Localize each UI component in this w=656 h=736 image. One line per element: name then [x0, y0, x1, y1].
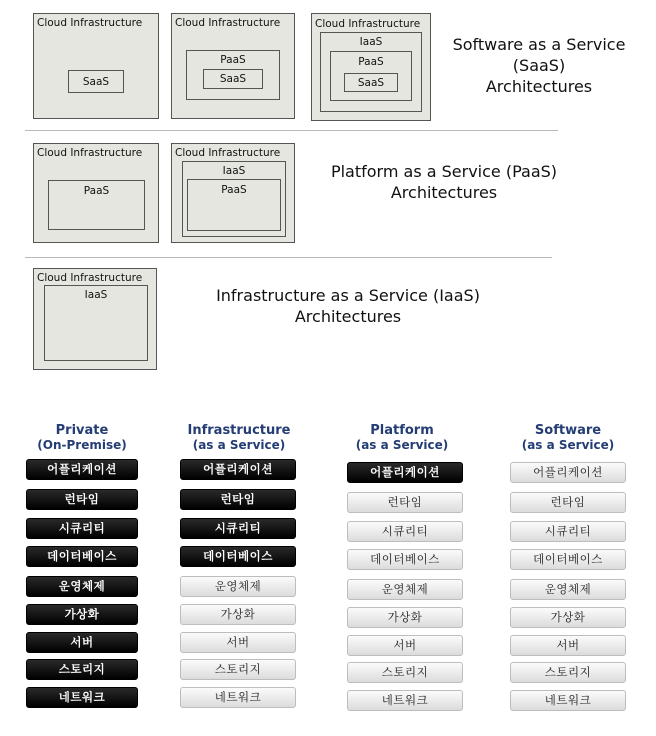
stack-layer-cell: 가상화	[510, 607, 626, 628]
paas-architectures-title	[312, 161, 576, 203]
stack-layer-cell: 데이터베이스	[26, 546, 138, 567]
iaas-diagram-1	[33, 268, 157, 370]
column-title: Infrastructure	[187, 423, 291, 438]
column-subtitle: (as a Service)	[355, 438, 449, 452]
column-title: Private	[55, 423, 109, 438]
cloud-infrastructure-label: Cloud Infrastructure	[37, 272, 143, 284]
column-subtitle: (as a Service)	[192, 438, 286, 452]
stack-layer-cell: 런타임	[180, 489, 296, 510]
stack-layer-cell: 서버	[180, 632, 296, 653]
column-heading-infrastructure	[174, 424, 304, 452]
stack-layer-cell: 가상화	[180, 604, 296, 625]
cloud-infrastructure-label: Cloud Infrastructure	[315, 18, 421, 30]
stack-layer-cell: 스토리지	[510, 662, 626, 683]
stack-layer-cell: 가상화	[26, 604, 138, 625]
iaas-architectures-title	[183, 285, 513, 327]
column-title: Platform	[370, 423, 434, 438]
column-heading-private	[22, 424, 142, 452]
column-subtitle: (On-Premise)	[37, 438, 127, 452]
saas-box	[68, 70, 124, 93]
title-line: Architectures	[294, 307, 402, 326]
stack-layer-cell: 데이터베이스	[510, 549, 626, 570]
stack-layer-cell: 운영체제	[26, 576, 138, 597]
stack-layer-cell: 서버	[347, 635, 463, 656]
stack-layer-cell: 가상화	[347, 607, 463, 628]
paas-box	[48, 180, 145, 230]
stack-layer-cell: 네트워크	[180, 687, 296, 708]
cloud-infrastructure-label: Cloud Infrastructure	[37, 17, 143, 29]
iaas-box	[182, 161, 286, 237]
cloud-infrastructure-label: Cloud Infrastructure	[37, 147, 143, 159]
paas-box	[186, 50, 280, 100]
stack-layer-cell: 시큐리티	[510, 521, 626, 542]
stack-layer-cell: 스토리지	[180, 659, 296, 680]
divider	[25, 130, 558, 131]
stack-layer-cell: 시큐리티	[347, 521, 463, 542]
stack-layer-cell: 서버	[26, 632, 138, 653]
saas-diagram-3	[311, 13, 431, 121]
saas-label: SaaS	[219, 73, 247, 85]
stack-layer-cell: 어플리케이션	[180, 459, 296, 480]
saas-diagram-1	[33, 13, 159, 119]
paas-label: PaaS	[220, 54, 246, 66]
stack-layer-cell: 어플리케이션	[510, 462, 626, 483]
stack-layer-cell: 시큐리티	[180, 518, 296, 539]
cloud-infrastructure-label: Cloud Infrastructure	[175, 17, 281, 29]
paas-diagram-2	[171, 143, 295, 243]
iaas-label: IaaS	[222, 165, 246, 177]
stack-layer-cell: 런타임	[347, 492, 463, 513]
stack-layer-cell: 런타임	[510, 492, 626, 513]
iaas-box	[320, 32, 422, 112]
stack-layer-cell: 운영체제	[510, 579, 626, 600]
iaas-label: IaaS	[359, 36, 383, 48]
stack-layer-cell: 시큐리티	[26, 518, 138, 539]
column-subtitle: (as a Service)	[521, 438, 615, 452]
divider	[25, 257, 552, 258]
paas-box	[330, 51, 412, 101]
stack-layer-cell: 어플리케이션	[26, 459, 138, 480]
stack-layer-cell: 서버	[510, 635, 626, 656]
stack-layer-cell: 네트워크	[347, 690, 463, 711]
stack-layer-cell: 운영체제	[347, 579, 463, 600]
paas-diagram-1	[33, 143, 159, 243]
column-title: Software	[534, 423, 602, 438]
saas-label: SaaS	[357, 77, 385, 89]
title-line: Architectures	[485, 77, 593, 96]
column-heading-platform	[342, 424, 462, 452]
cloud-infrastructure-label: Cloud Infrastructure	[175, 147, 281, 159]
stack-layer-cell: 데이터베이스	[180, 546, 296, 567]
saas-label: SaaS	[82, 76, 110, 88]
paas-label: PaaS	[358, 56, 384, 68]
title-line: Software as a Service	[452, 35, 626, 54]
stack-layer-cell: 운영체제	[180, 576, 296, 597]
iaas-box	[44, 285, 148, 361]
saas-diagram-2	[171, 13, 295, 119]
title-line: Infrastructure as a Service (IaaS)	[216, 286, 480, 305]
paas-box	[187, 179, 281, 231]
stack-layer-cell: 스토리지	[347, 662, 463, 683]
stack-layer-cell: 스토리지	[26, 659, 138, 680]
title-line: Architectures	[390, 183, 498, 202]
column-heading-software	[505, 424, 631, 452]
saas-box	[344, 73, 398, 92]
saas-box	[203, 69, 263, 89]
stack-layer-cell: 어플리케이션	[347, 462, 463, 483]
title-line: (SaaS)	[512, 56, 566, 75]
title-line: Platform as a Service (PaaS)	[330, 162, 558, 181]
paas-label: PaaS	[83, 185, 110, 197]
iaas-label: IaaS	[84, 289, 108, 301]
stack-layer-cell: 네트워크	[510, 690, 626, 711]
stack-layer-cell: 네트워크	[26, 687, 138, 708]
paas-label: PaaS	[221, 184, 247, 196]
stack-layer-cell: 런타임	[26, 489, 138, 510]
stack-layer-cell: 데이터베이스	[347, 549, 463, 570]
saas-architectures-title	[434, 34, 644, 97]
